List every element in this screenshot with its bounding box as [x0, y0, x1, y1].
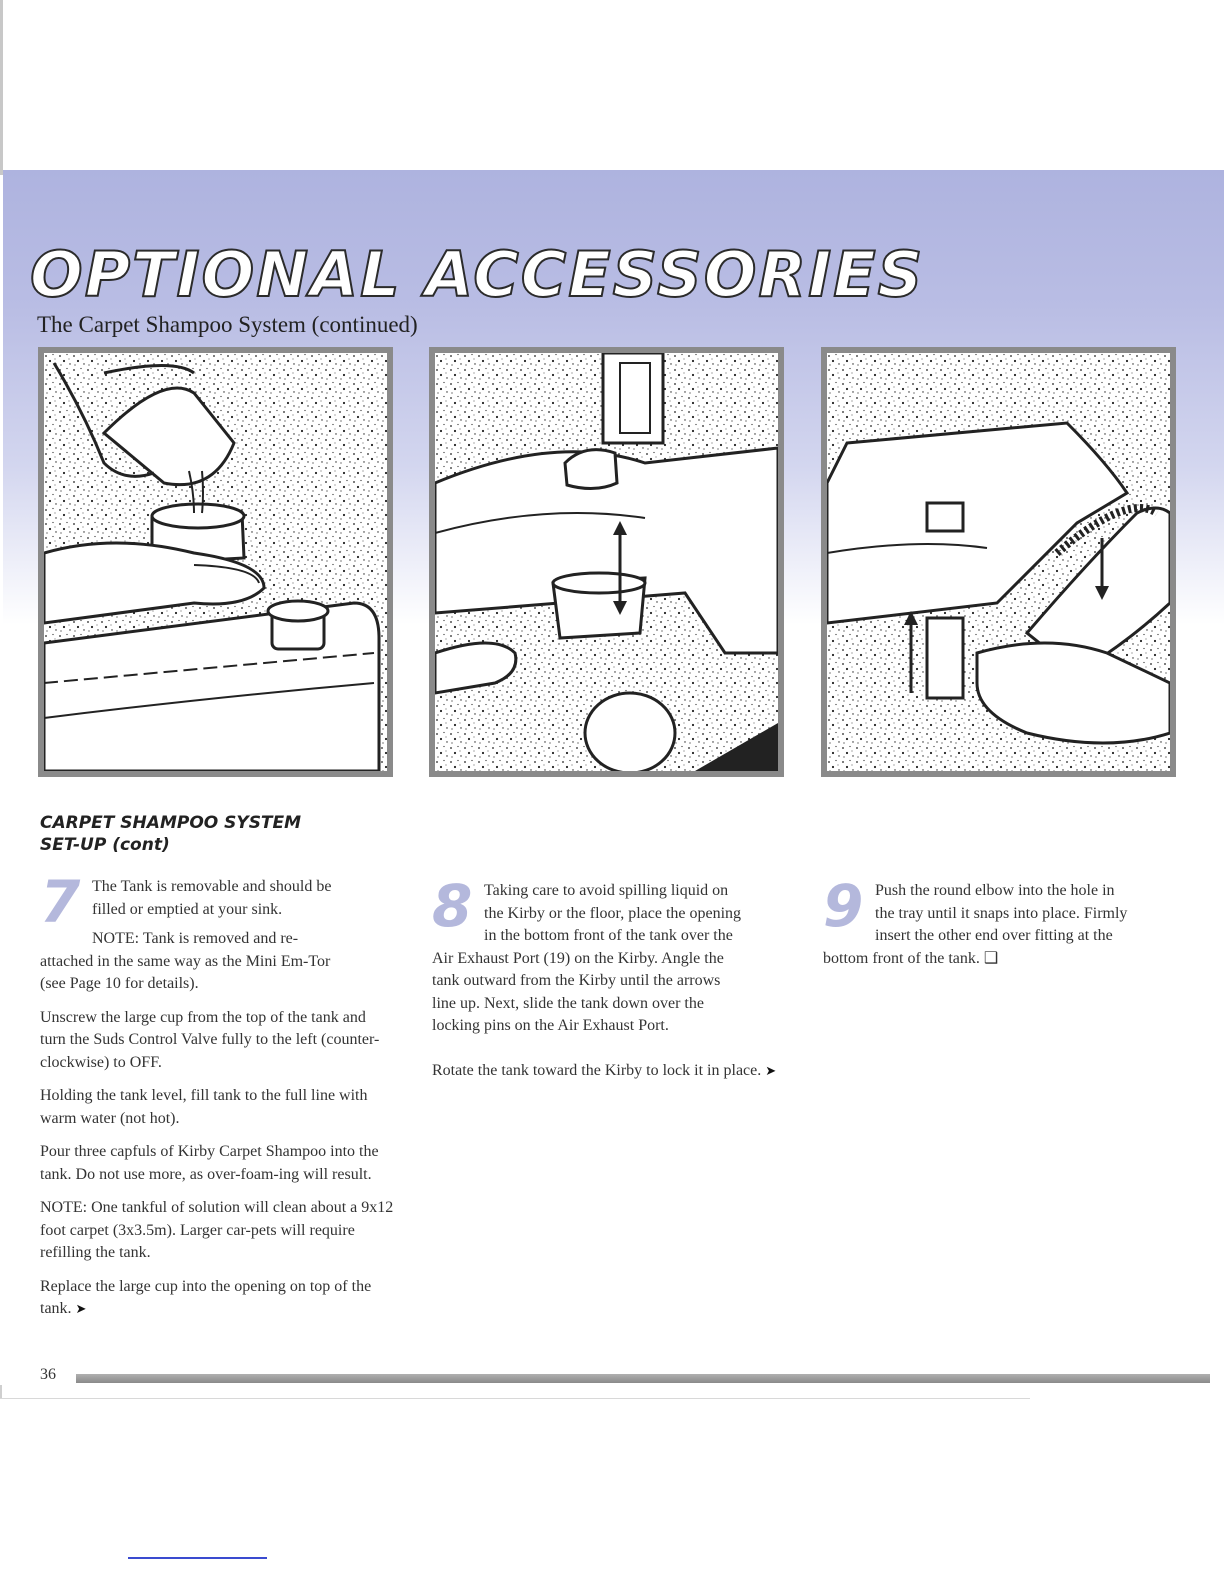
- step-9-line-4-text: bottom front of the tank.: [823, 949, 980, 967]
- step-7-line-2: filled or emptied at your sink.: [92, 900, 283, 918]
- step-7-paragraph-4: NOTE: One tankful of solution will clean about a 9x12 foot carpet (3x3.5m). Larger car-pets will require refilling the tank.: [40, 1199, 394, 1261]
- step-9-line-4: [823, 948, 1183, 971]
- section-heading: [40, 812, 301, 856]
- step-7-column: [40, 868, 395, 1332]
- step-9: [823, 872, 1183, 970]
- scan-corner-mark: [0, 1385, 2, 1399]
- inserting-elbow-into-tray-illustration: [827, 353, 1170, 771]
- step-7-line-1: The Tank is removable and should be: [92, 878, 332, 895]
- page-subtitle: The Carpet Shampoo System (continued): [37, 312, 418, 337]
- footer-rule: [76, 1374, 1210, 1383]
- step-8-column: [432, 872, 792, 1093]
- step-8-line-1: Taking care to avoid spilling liquid on: [484, 882, 729, 899]
- step-9-number: 9: [823, 872, 864, 940]
- step-7-line-5: (see Page 10 for details).: [40, 975, 199, 992]
- step-8-paragraph: [432, 1060, 792, 1083]
- step-7-paragraph-3: Pour three capfuls of Kirby Carpet Shampoo into the tank. Do not use more, as over-foam-ing will result.: [40, 1143, 379, 1183]
- step-8-line-5: tank outward from the Kirby until the arrows: [432, 972, 721, 989]
- step-8-paragraph-text: Rotate the tank toward the Kirby to lock it in place.: [432, 1061, 762, 1079]
- step-8-line-4: Air Exhaust Port (19) on the Kirby. Angle the: [432, 949, 724, 967]
- page-number: 36: [40, 1366, 56, 1383]
- step-9-column: [823, 872, 1183, 970]
- scan-bottom-line: [0, 1398, 1030, 1399]
- end-mark-icon: ❑: [983, 949, 999, 967]
- figure-step-9: [821, 347, 1176, 777]
- step-7: [40, 868, 395, 996]
- step-7-number: 7: [40, 868, 81, 936]
- step-7-line-4: attached in the same way as the Mini Em-Tor: [40, 952, 331, 970]
- scan-left-edge: [0, 0, 3, 175]
- scan-blue-line: [128, 1557, 267, 1559]
- step-8: [432, 872, 792, 1038]
- section-heading-line-2: SET-UP (cont): [40, 835, 170, 855]
- attaching-tank-to-exhaust-port-illustration: [435, 353, 778, 771]
- page-title: OPTIONAL ACCESSORIES: [30, 238, 925, 311]
- continue-arrow-icon: ➤: [765, 1062, 777, 1078]
- step-7-paragraph-5-text: Replace the large cup into the opening on top of the tank.: [40, 1277, 372, 1317]
- step-8-line-7: locking pins on the Air Exhaust Port.: [432, 1017, 669, 1034]
- step-8-number: 8: [432, 872, 473, 940]
- figure-step-8: [429, 347, 784, 777]
- figure-step-7: [38, 347, 393, 777]
- step-7-paragraph-2: Holding the tank level, fill tank to the full line with warm water (not hot).: [40, 1087, 368, 1127]
- step-7-line-3: NOTE: Tank is removed and re-: [92, 930, 299, 947]
- step-9-line-1: Push the round elbow into the hole in: [875, 882, 1115, 899]
- step-8-line-3: in the bottom front of the tank over the: [484, 927, 733, 944]
- pouring-shampoo-into-tank-illustration: [44, 353, 387, 771]
- section-heading-line-1: CARPET SHAMPOO SYSTEM: [40, 813, 302, 833]
- step-7-paragraph-5: [40, 1276, 395, 1321]
- step-7-paragraph-1: Unscrew the large cup from the top of the tank and turn the Suds Control Valve fully to the left (counter-clockwise) to OFF.: [40, 1008, 380, 1071]
- step-9-line-2: the tray until it snaps into place. Firmly: [875, 904, 1128, 922]
- continue-arrow-icon: ➤: [75, 1301, 87, 1316]
- step-9-line-3: insert the other end over fitting at the: [875, 927, 1113, 944]
- step-8-line-2: the Kirby or the floor, place the opening: [484, 904, 742, 922]
- step-8-line-6: line up. Next, slide the tank down over the: [432, 994, 704, 1012]
